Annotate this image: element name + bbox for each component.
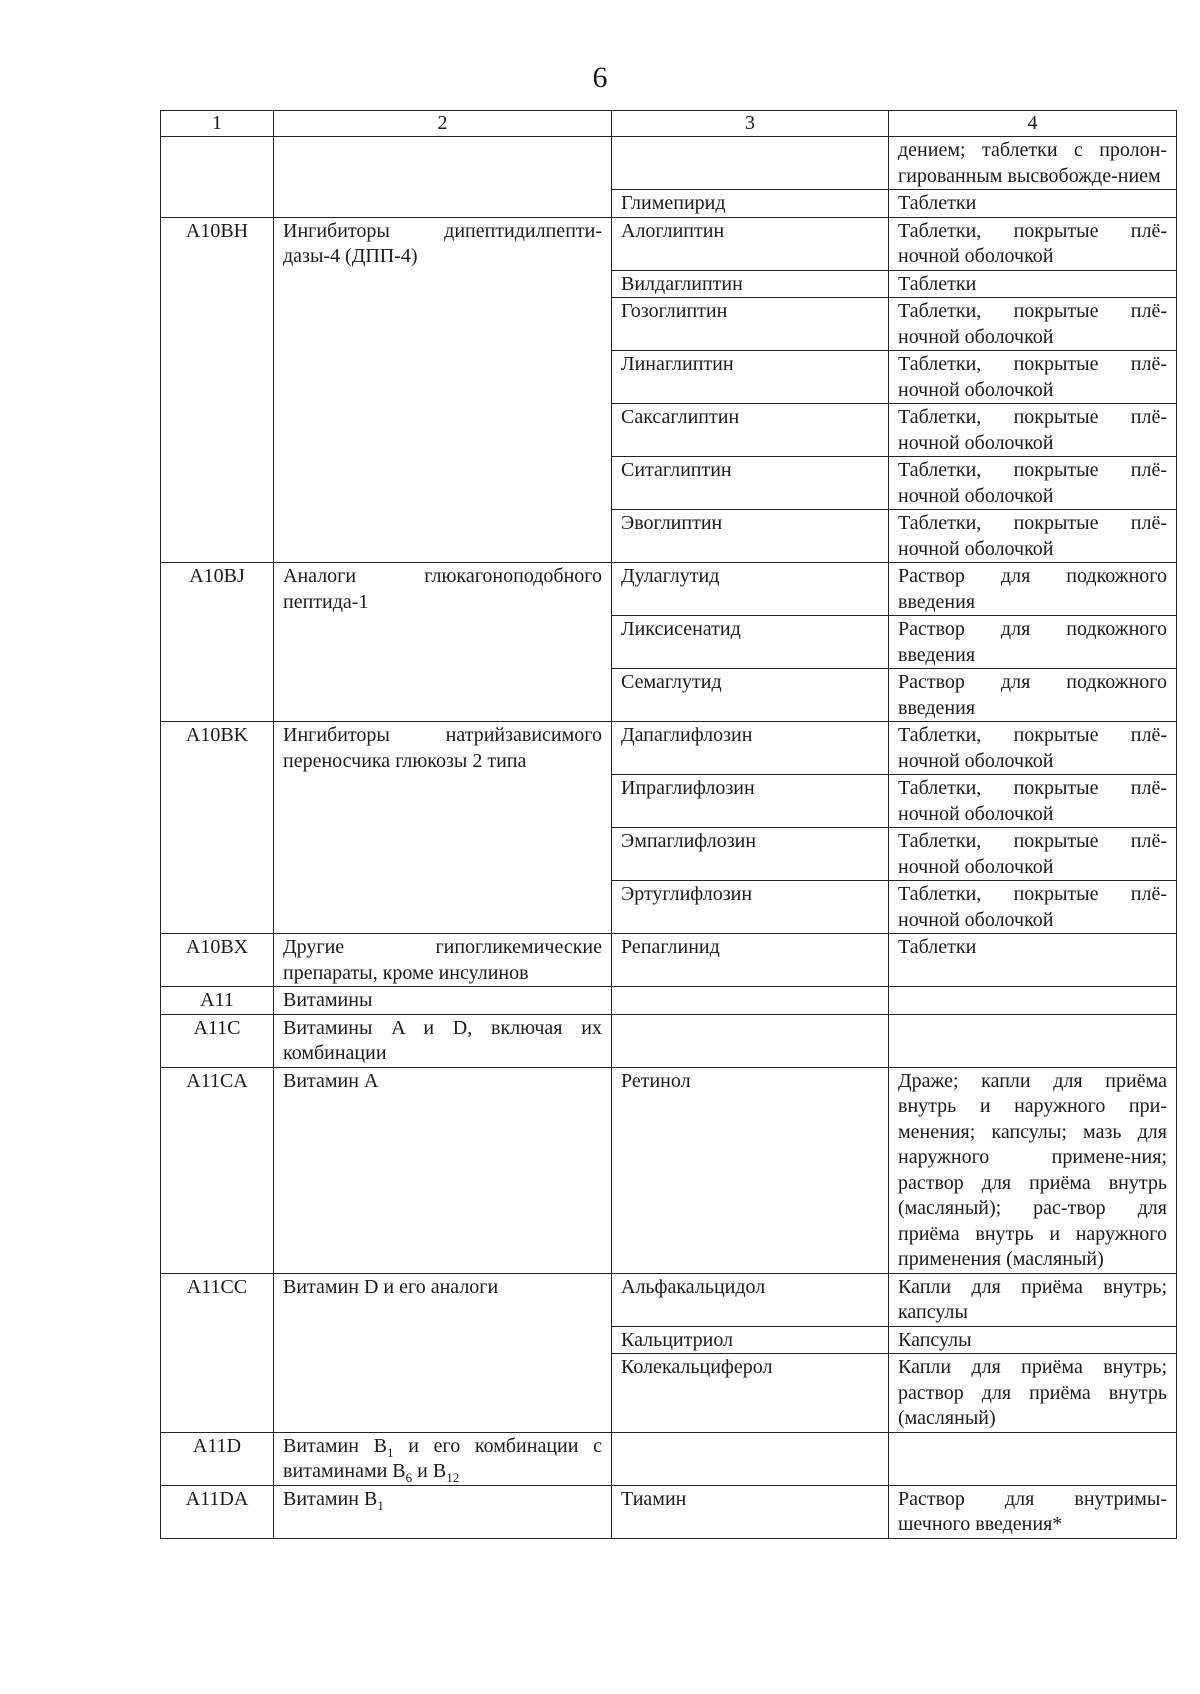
drug-name-cell: Гозоглиптин — [612, 298, 889, 351]
drug-name-cell: Саксаглиптин — [612, 404, 889, 457]
drug-name-cell: Дулаглутид — [612, 563, 889, 616]
dosage-form-cell: Таблетки, покрытые плё-ночной оболочкой — [889, 881, 1177, 934]
group-name-part: Витамин B — [283, 1487, 378, 1510]
dosage-form-cell: Таблетки, покрытые плё-ночной оболочкой — [889, 722, 1177, 775]
atc-code-cell: A11DA — [161, 1485, 274, 1538]
drug-name-cell: Ситаглиптин — [612, 457, 889, 510]
drug-name-cell: Вилдаглиптин — [612, 270, 889, 298]
dosage-form-cell: Таблетки, покрытые плё-ночной оболочкой — [889, 457, 1177, 510]
drug-name-cell: Алоглиптин — [612, 217, 889, 270]
atc-code-cell — [161, 137, 274, 218]
table-row — [161, 1067, 1177, 1273]
drug-name-cell — [612, 137, 889, 190]
dosage-form-cell: Таблетки, покрытые плё-ночной оболочкой — [889, 351, 1177, 404]
table-row — [161, 1485, 1177, 1538]
drug-table — [160, 110, 1177, 1539]
atc-code-cell: A11C — [161, 1014, 274, 1067]
group-name-cell — [274, 1432, 612, 1485]
group-name-cell — [274, 137, 612, 218]
group-name-cell: Ингибиторы дипептидилпепти-дазы-4 (ДПП-4) — [274, 217, 612, 563]
group-name-cell: Витамин D и его аналоги — [274, 1273, 612, 1432]
drug-name-cell: Дапаглифлозин — [612, 722, 889, 775]
dosage-form-cell: Раствор для подкожного введения — [889, 563, 1177, 616]
table-row — [161, 563, 1177, 616]
atc-code-cell: A10BX — [161, 934, 274, 987]
header-col-2: 2 — [274, 111, 612, 137]
table-row — [161, 137, 1177, 190]
atc-code-cell: A11 — [161, 987, 274, 1015]
table-row — [161, 934, 1177, 987]
group-name-part: Витамин B — [283, 1434, 388, 1457]
dosage-form-cell: Капли для приёма внутрь; капсулы — [889, 1273, 1177, 1326]
drug-name-cell: Ипраглифлозин — [612, 775, 889, 828]
dosage-form-cell: Таблетки, покрытые плё-ночной оболочкой — [889, 510, 1177, 563]
table-row — [161, 987, 1177, 1015]
group-name-cell: Аналоги глюкагоноподобного пептида-1 — [274, 563, 612, 722]
drug-name-cell: Тиамин — [612, 1485, 889, 1538]
group-name-cell: Витамины A и D, включая их комбинации — [274, 1014, 612, 1067]
dosage-form-cell: Таблетки — [889, 934, 1177, 987]
group-name-cell — [274, 1485, 612, 1538]
table-row — [161, 217, 1177, 270]
drug-name-cell: Эмпаглифлозин — [612, 828, 889, 881]
dosage-form-cell: Капли для приёма внутрь; раствор для приёма внутрь (масляный) — [889, 1354, 1177, 1433]
atc-code-cell: A11D — [161, 1432, 274, 1485]
drug-name-cell: Семаглутид — [612, 669, 889, 722]
group-name-cell: Витамины — [274, 987, 612, 1015]
group-name-subscript: 12 — [446, 1470, 460, 1485]
drug-name-cell: Линаглиптин — [612, 351, 889, 404]
page-number: 6 — [592, 61, 608, 94]
dosage-form-cell — [889, 1014, 1177, 1067]
header-col-4: 4 — [889, 111, 1177, 137]
table-row — [161, 722, 1177, 775]
dosage-form-cell: Капсулы — [889, 1326, 1177, 1354]
group-name-subscript: 1 — [377, 1497, 384, 1513]
dosage-form-cell: Таблетки, покрытые плё-ночной оболочкой — [889, 828, 1177, 881]
group-name-cell: Витамин A — [274, 1067, 612, 1273]
header-col-3: 3 — [612, 111, 889, 137]
dosage-form-cell: Таблетки, покрытые плё-ночной оболочкой — [889, 404, 1177, 457]
drug-name-cell: Ретинол — [612, 1067, 889, 1273]
atc-code-cell: A10BK — [161, 722, 274, 934]
drug-name-cell: Глимепирид — [612, 190, 889, 218]
table-row — [161, 1273, 1177, 1326]
dosage-form-cell: Таблетки, покрытые плё-ночной оболочкой — [889, 298, 1177, 351]
dosage-form-cell: Таблетки — [889, 190, 1177, 218]
group-name-part: и B — [412, 1460, 447, 1482]
atc-code-cell: A11CC — [161, 1273, 274, 1432]
drug-name-cell: Репаглинид — [612, 934, 889, 987]
atc-code-cell: A11CA — [161, 1067, 274, 1273]
drug-name-cell: Эртуглифлозин — [612, 881, 889, 934]
table-row — [161, 1014, 1177, 1067]
group-name-part: и его комбинации с витаминами B — [283, 1434, 602, 1482]
group-name-subscript: 1 — [387, 1444, 394, 1460]
drug-name-cell: Кальцитриол — [612, 1326, 889, 1354]
drug-name-cell: Эвоглиптин — [612, 510, 889, 563]
drug-name-cell: Альфакальцидол — [612, 1273, 889, 1326]
atc-code-cell: A10BJ — [161, 563, 274, 722]
table-row — [161, 1432, 1177, 1485]
drug-name-cell: Колекальциферол — [612, 1354, 889, 1433]
table-body — [161, 137, 1177, 1539]
group-name-subscript: 6 — [405, 1470, 413, 1485]
drug-name-cell — [612, 1432, 889, 1485]
dosage-form-cell: Таблетки — [889, 270, 1177, 298]
atc-code-cell: A10BH — [161, 217, 274, 563]
dosage-form-cell: Таблетки, покрытые плё-ночной оболочкой — [889, 775, 1177, 828]
dosage-form-cell: Раствор для подкожного введения — [889, 616, 1177, 669]
header-row — [161, 111, 1177, 137]
dosage-form-cell: Раствор для подкожного введения — [889, 669, 1177, 722]
group-name-cell: Ингибиторы натрийзависимого переносчика глюкозы 2 типа — [274, 722, 612, 934]
drug-name-cell: Ликсисенатид — [612, 616, 889, 669]
dosage-form-cell: Таблетки, покрытые плё-ночной оболочкой — [889, 217, 1177, 270]
drug-name-cell — [612, 987, 889, 1015]
dosage-form-cell — [889, 1432, 1177, 1485]
dosage-form-cell: Раствор для внутримы-шечного введения* — [889, 1485, 1177, 1538]
dosage-form-cell — [889, 987, 1177, 1015]
drug-name-cell — [612, 1014, 889, 1067]
dosage-form-cell: дением; таблетки с пролон-гированным высвобожде-нием — [889, 137, 1177, 190]
dosage-form-cell: Драже; капли для приёма внутрь и наружного при-менения; капсулы; мазь для наружного примене-ния; раствор для приёма внутрь (масляный); рас-твор для приёма внутрь и наружного применения (масляный) — [889, 1067, 1177, 1273]
header-col-1: 1 — [161, 111, 274, 137]
group-name-cell: Другие гипогликемические препараты, кроме инсулинов — [274, 934, 612, 987]
